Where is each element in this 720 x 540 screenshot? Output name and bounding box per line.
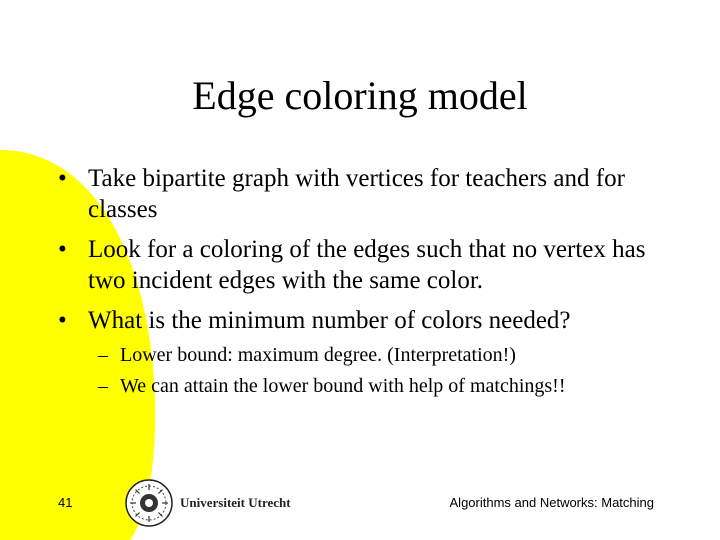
footer-text: Algorithms and Networks: Matching — [449, 495, 654, 510]
slide-number: 41 — [58, 495, 73, 510]
sub-bullet-list — [98, 343, 698, 405]
sub-bullet-item: – We can attain the lower bound with help of matchings!! — [98, 374, 698, 399]
slide-title: Edge coloring model — [192, 73, 528, 118]
bullet-item: • Take bipartite graph with vertices for teachers and for classes — [58, 163, 678, 225]
bullet-item: • Look for a coloring of the edges such that no vertex has two incident edges with the same color. — [58, 234, 678, 296]
university-logo — [124, 478, 324, 528]
bullet-list — [58, 163, 678, 345]
university-seal-icon — [124, 478, 174, 528]
bullet-item: • What is the minimum number of colors needed? — [58, 305, 678, 336]
sub-bullet-item: – Lower bound: maximum degree. (Interpretation!) — [98, 343, 698, 368]
university-name: Universiteit Utrecht — [180, 495, 291, 510]
